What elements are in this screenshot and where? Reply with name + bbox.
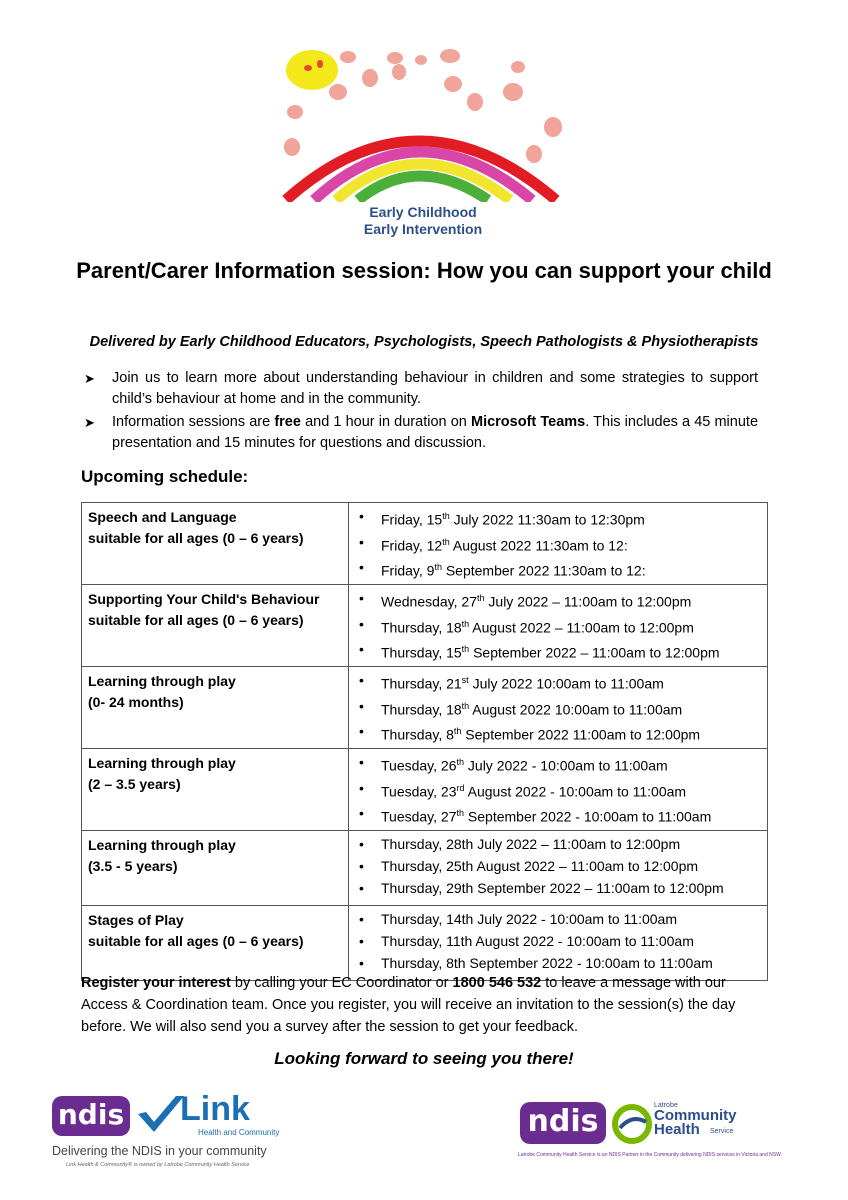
session-date-item: • Thursday, 18th August 2022 10:00am to 11:00am xyxy=(357,695,759,721)
link-tick-icon xyxy=(136,1094,186,1136)
session-name-cell xyxy=(82,503,349,585)
session-date-item: • Thursday, 28th July 2022 – 11:00am to 12:00pm xyxy=(357,833,759,855)
session-date-item: • Tuesday, 23rd August 2022 - 10:00am to 11:00am xyxy=(357,777,759,803)
session-title: Learning through play xyxy=(88,836,236,853)
session-date-item: • Thursday, 8th September 2022 - 10:00am to 11:00am xyxy=(357,952,759,974)
session-date-item: • Thursday, 29th September 2022 – 11:00am to 12:00pm xyxy=(357,877,759,899)
lchs-latrobe: Latrobe xyxy=(654,1102,678,1109)
session-ages: (0- 24 months) xyxy=(88,693,184,710)
session-dates-cell xyxy=(349,503,768,585)
lchs-service: Service xyxy=(710,1128,734,1135)
sun-shape xyxy=(286,50,338,90)
arrow-bullet-icon: ➤ xyxy=(84,371,95,386)
schedule-row xyxy=(82,830,768,905)
intro-bullet-text: Join us to learn more about understanding behaviour in children and some strategies to support child’s behaviour at home and in the community. xyxy=(112,370,758,407)
session-ages: (3.5 - 5 years) xyxy=(88,857,178,874)
session-title: Speech and Language xyxy=(88,509,237,525)
session-date-item: • Thursday, 14th July 2022 - 10:00am to 11:00am xyxy=(357,908,759,930)
register-paragraph: Register your interest by calling your EC Coordinator or 1800 546 532 to leave a message with our Access & Coordination team. Once you register, you will receive an invitation to the session(s) the day before. We will also send you a survey after the session to get your feedback. xyxy=(81,975,736,1035)
ndis-lchs-logo xyxy=(518,1098,808,1162)
intro-bullet xyxy=(84,368,758,410)
arrow-bullet-icon: ➤ xyxy=(84,415,95,430)
session-title: Learning through play xyxy=(88,672,236,689)
link-subtitle: Health and Community xyxy=(198,1128,280,1137)
early-childhood-logo xyxy=(278,42,568,242)
session-name-cell xyxy=(82,748,349,830)
session-date-item: • Thursday, 21st July 2022 10:00am to 11:00am xyxy=(357,669,759,695)
session-name-cell xyxy=(82,666,349,748)
rainbow-illustration xyxy=(278,42,568,202)
lchs-partner-note: Latrobe Community Health Service is an NDIS Partner in the Community delivering NDIS services in Victoria and NSW. xyxy=(518,1152,782,1158)
ndis-link-logo xyxy=(52,1090,282,1176)
intro-bullet-text: Information sessions are free and 1 hour in duration on Microsoft Teams. This includes a 45 minute presentation and 15 minutes for questions and discussion. xyxy=(112,414,759,451)
ndis-logo: ndis xyxy=(52,1096,130,1136)
session-dates-cell xyxy=(349,830,768,905)
session-name-cell xyxy=(82,905,349,980)
session-dates-cell xyxy=(349,748,768,830)
session-dates-cell xyxy=(349,584,768,666)
logo-caption-line1: Early Childhood xyxy=(369,204,477,220)
ndis-logo: ndis xyxy=(520,1102,606,1144)
session-dates-cell xyxy=(349,905,768,980)
intro-bullet xyxy=(84,412,758,454)
session-date-item: • Thursday, 25th August 2022 – 11:00am to 12:00pm xyxy=(357,855,759,877)
session-name-cell xyxy=(82,830,349,905)
presenters-subtitle: Delivered by Early Childhood Educators, Psychologists, Speech Pathologists & Physiotherapists xyxy=(89,334,759,350)
schedule-row xyxy=(82,584,768,666)
session-ages: suitable for all ages (0 – 6 years) xyxy=(88,932,304,949)
session-ages: suitable for all ages (0 – 6 years) xyxy=(88,611,304,628)
session-date-item: • Friday, 9th September 2022 11:30am to 12: xyxy=(357,556,759,582)
session-date-item: • Friday, 12th August 2022 11:30am to 12: xyxy=(357,531,759,557)
session-date-item: • Thursday, 15th September 2022 – 11:00am to 12:00pm xyxy=(357,638,759,664)
schedule-row xyxy=(82,666,768,748)
session-name-cell xyxy=(82,584,349,666)
page-title: Parent/Carer Information session: How you can support your child xyxy=(76,258,772,283)
schedule-table xyxy=(81,502,768,981)
session-date-item: • Tuesday, 27th September 2022 - 10:00am to 11:00am xyxy=(357,802,759,828)
link-tagline: Delivering the NDIS in your community xyxy=(52,1144,267,1158)
logo-caption xyxy=(278,204,568,238)
session-date-item: • Thursday, 8th September 2022 11:00am to 12:00pm xyxy=(357,720,759,746)
session-date-item: • Thursday, 11th August 2022 - 10:00am to 11:00am xyxy=(357,930,759,952)
session-date-item: • Tuesday, 26th July 2022 - 10:00am to 11:00am xyxy=(357,751,759,777)
session-title: Supporting Your Child's Behaviour xyxy=(88,590,320,607)
link-ownership-note: Link Health & Community® is owned by Latrobe Community Health Service xyxy=(66,1162,250,1168)
schedule-row xyxy=(82,503,768,585)
schedule-row xyxy=(82,748,768,830)
session-ages: suitable for all ages (0 – 6 years) xyxy=(88,530,304,546)
schedule-heading: Upcoming schedule: xyxy=(81,467,249,486)
logo-caption-line2: Early Intervention xyxy=(363,221,483,237)
session-date-item: • Friday, 15th July 2022 11:30am to 12:30pm xyxy=(357,505,759,531)
intro-bullets xyxy=(84,368,758,456)
lchs-health: Health xyxy=(654,1121,700,1138)
session-date-item: • Wednesday, 27th July 2022 – 11:00am to 12:00pm xyxy=(357,587,759,613)
schedule-row xyxy=(82,905,768,980)
link-wordmark: Link xyxy=(180,1090,250,1128)
session-ages: (2 – 3.5 years) xyxy=(88,775,181,792)
session-dates-cell xyxy=(349,666,768,748)
lchs-swirl-icon xyxy=(612,1104,652,1144)
session-title: Learning through play xyxy=(88,754,236,771)
session-title: Stages of Play xyxy=(88,911,184,928)
lchs-community: Community xyxy=(654,1107,737,1124)
phone-number: 1800 546 532 xyxy=(452,975,542,991)
closing-message: Looking forward to seeing you there! xyxy=(274,1049,574,1068)
session-date-item: • Thursday, 18th August 2022 – 11:00am to 12:00pm xyxy=(357,613,759,639)
